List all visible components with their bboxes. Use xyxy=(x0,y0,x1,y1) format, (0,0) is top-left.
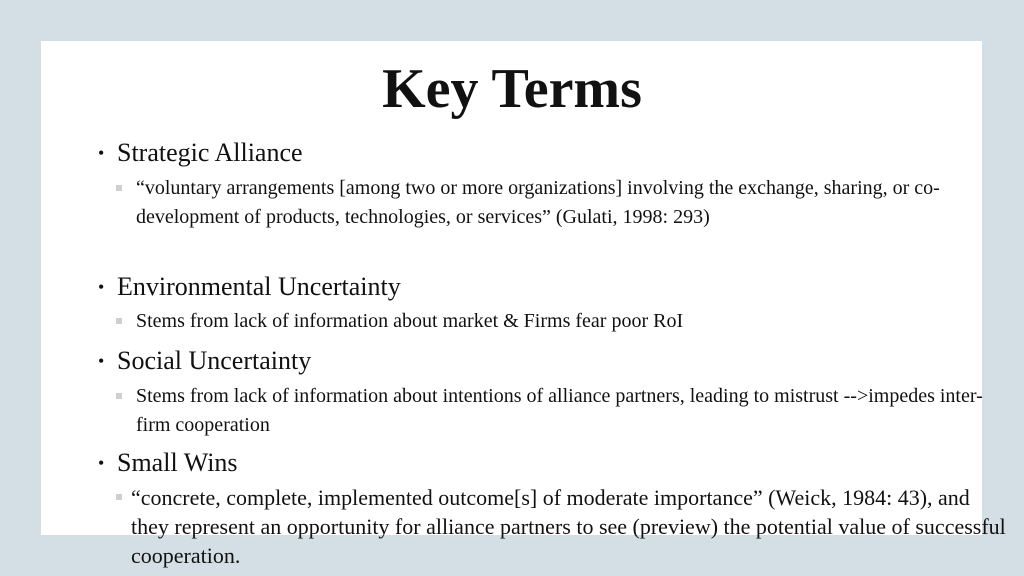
term-detail: Stems from lack of information about market & Firms fear poor RoI xyxy=(136,310,684,332)
term-small-wins xyxy=(98,446,238,480)
square-bullet-icon xyxy=(116,318,122,324)
term-definition-small-wins xyxy=(98,483,1011,570)
bullet-icon: • xyxy=(98,453,105,473)
term-detail: Stems from lack of information about intentions of alliance partners, leading to mistrust -->impedes inter-firm cooperation xyxy=(136,385,983,436)
term-heading: Social Uncertainty xyxy=(117,346,312,375)
term-definition-strategic-alliance xyxy=(98,174,1016,231)
bullet-icon: • xyxy=(98,277,105,297)
term-social-uncertainty xyxy=(98,344,311,378)
term-environmental-uncertainty xyxy=(98,270,401,304)
bullet-icon: • xyxy=(98,351,105,371)
square-bullet-icon xyxy=(116,393,122,399)
square-bullet-icon xyxy=(116,185,122,191)
bullet-icon: • xyxy=(98,143,105,163)
term-strategic-alliance xyxy=(98,136,303,170)
term-definition-environmental-uncertainty xyxy=(98,307,1016,336)
term-heading: Environmental Uncertainty xyxy=(117,272,401,301)
slide-title: Key Terms xyxy=(382,58,642,120)
term-heading: Small Wins xyxy=(117,448,238,477)
term-heading: Strategic Alliance xyxy=(117,138,303,167)
term-detail: “concrete, complete, implemented outcome[s] of moderate importance” (Weick, 1984: 43), and they represent an opportunity for alliance partners to see (preview) the potential value of successful cooperation. xyxy=(131,485,1006,568)
square-bullet-icon xyxy=(116,494,122,500)
term-definition-social-uncertainty xyxy=(98,382,1016,439)
term-detail: “voluntary arrangements [among two or more organizations] involving the exchange, sharing, or co-development of products, technologies, or services” (Gulati, 1998: 293) xyxy=(136,177,940,228)
